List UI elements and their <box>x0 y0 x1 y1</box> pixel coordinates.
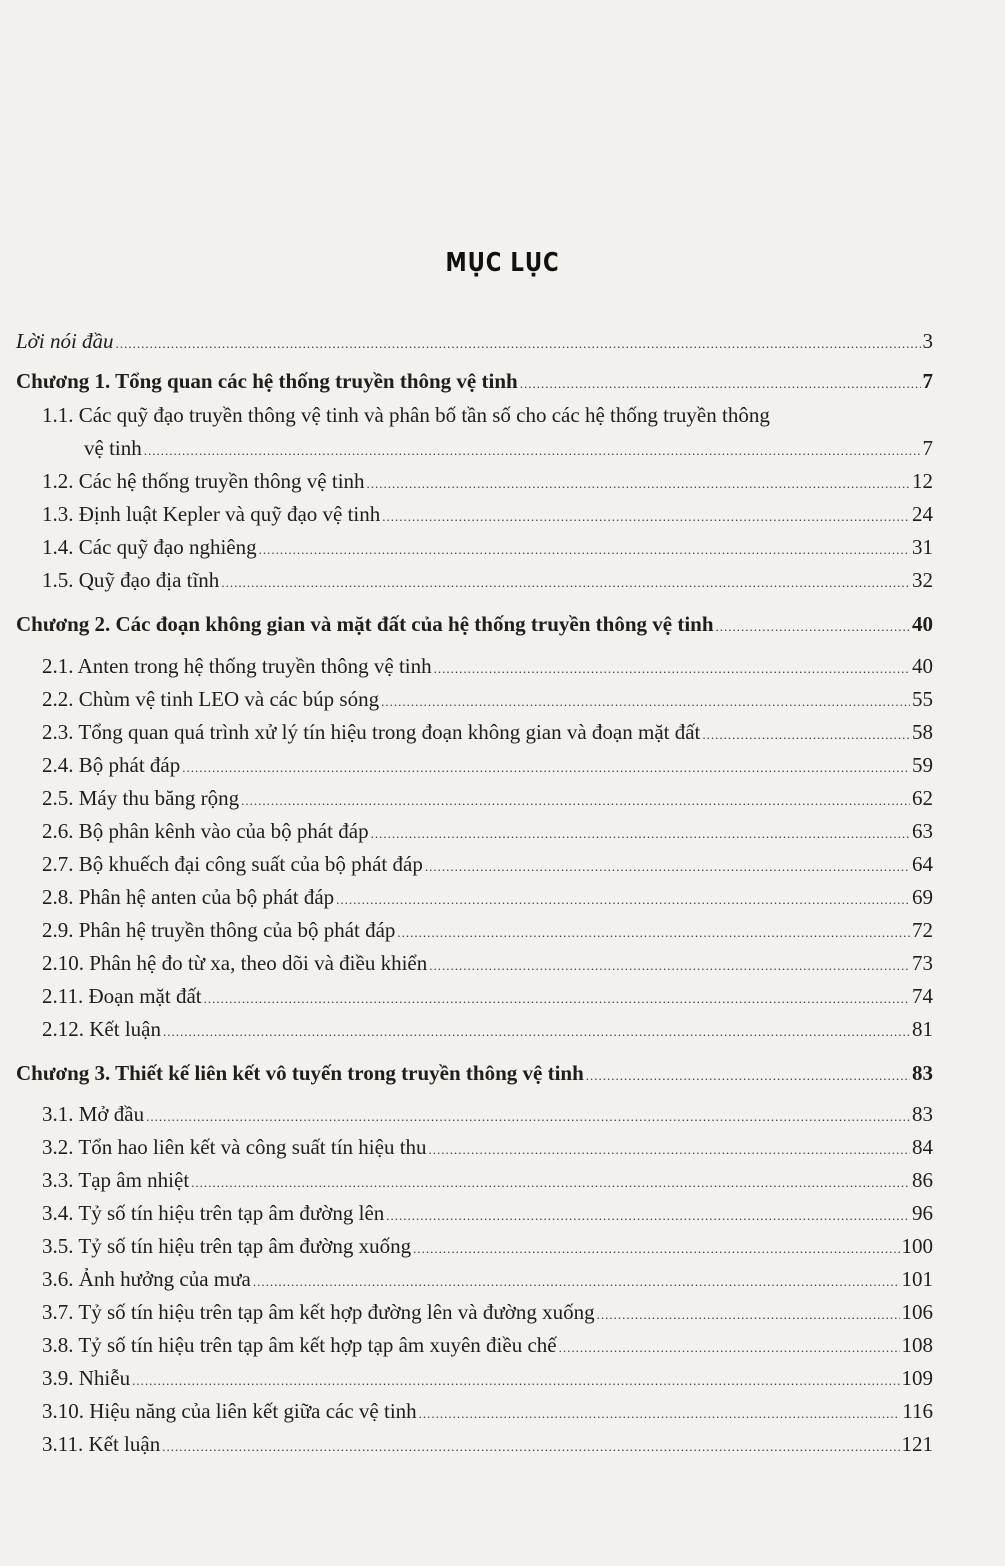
toc-page-number: 108 <box>901 1333 933 1357</box>
toc-page-number: 86 <box>912 1168 933 1192</box>
toc-label: 3.10. Hiệu năng của liên kết giữa các vệ tinh <box>42 1399 417 1423</box>
toc-page-number: 121 <box>901 1432 933 1456</box>
toc-entry-chapter-1[interactable] <box>16 366 933 399</box>
toc-label: 3.9. Nhiễu <box>42 1366 131 1390</box>
toc-page-number: 58 <box>912 720 933 744</box>
toc-label: 3.6. Ảnh hưởng của mưa <box>42 1267 251 1291</box>
toc-label: 1.5. Quỹ đạo địa tĩnh <box>42 568 220 592</box>
toc-entry-2-10[interactable] <box>42 948 933 981</box>
toc-label: 3.1. Mở đầu <box>42 1102 145 1126</box>
toc-entry-preface[interactable] <box>16 326 933 359</box>
leader-dots <box>253 1267 900 1297</box>
toc-entry-2-11[interactable] <box>42 981 933 1014</box>
toc-page-number: 83 <box>912 1102 933 1126</box>
toc-label: 3.5. Tỷ số tín hiệu trên tạp âm đường xuống <box>42 1234 412 1258</box>
toc-label: 3.7. Tỷ số tín hiệu trên tạp âm kết hợp đường lên và đường xuống <box>42 1300 595 1324</box>
toc-page-number: 72 <box>912 918 933 942</box>
toc-entry-1-1[interactable] <box>84 433 933 466</box>
toc-entry-3-8[interactable] <box>42 1330 933 1363</box>
toc-entry-2-8[interactable] <box>42 882 933 915</box>
toc-label: Chương 2. Các đoạn không gian và mặt đất của hệ thống truyền thông vệ tinh <box>16 612 714 636</box>
toc-page-number: 69 <box>912 885 933 909</box>
leader-dots <box>241 786 910 816</box>
toc-page-number: 59 <box>912 753 933 777</box>
toc-entry-2-12[interactable] <box>42 1014 933 1047</box>
toc-entry-3-2[interactable] <box>42 1132 933 1165</box>
leader-dots <box>425 852 910 882</box>
leader-dots <box>597 1300 900 1330</box>
toc-entry-2-9[interactable] <box>42 915 933 948</box>
toc-entry-2-3[interactable] <box>42 717 933 750</box>
page-title: MỤC LỤC <box>445 248 560 278</box>
toc-entry-3-6[interactable] <box>42 1264 933 1297</box>
toc-page-number: 116 <box>902 1399 933 1423</box>
leader-dots <box>163 1017 910 1047</box>
toc-page-number: 3 <box>922 329 933 353</box>
toc-page-number: 40 <box>912 654 933 678</box>
leader-dots <box>386 1201 910 1231</box>
toc-label: 3.3. Tạp âm nhiệt <box>42 1168 190 1192</box>
leader-dots <box>116 329 921 359</box>
leader-dots <box>702 720 910 750</box>
leader-dots <box>162 1432 899 1462</box>
toc-page-number: 40 <box>912 612 933 636</box>
toc-page-number: 96 <box>912 1201 933 1225</box>
toc-entry-3-7[interactable] <box>42 1297 933 1330</box>
toc-label: 3.11. Kết luận <box>42 1432 161 1456</box>
leader-dots <box>146 1102 910 1132</box>
toc-label: 2.1. Anten trong hệ thống truyền thông vệ tinh <box>42 654 432 678</box>
toc-page-number: 73 <box>912 951 933 975</box>
toc-entry-1-5[interactable] <box>42 565 933 598</box>
toc-entry-3-9[interactable] <box>42 1363 933 1396</box>
toc-entry-1-2[interactable] <box>42 466 933 499</box>
leader-dots <box>204 984 910 1014</box>
leader-dots <box>419 1399 901 1429</box>
toc-page-number: 109 <box>901 1366 933 1390</box>
leader-dots <box>520 369 921 399</box>
leader-dots <box>191 1168 910 1198</box>
leader-dots <box>434 654 910 684</box>
toc-page-number: 62 <box>912 786 933 810</box>
leader-dots <box>397 918 910 948</box>
leader-dots <box>144 436 921 466</box>
leader-dots <box>382 502 910 532</box>
leader-dots <box>381 687 910 717</box>
leader-dots <box>716 612 910 642</box>
toc-entry-2-4[interactable] <box>42 750 933 783</box>
toc-label: 3.4. Tỷ số tín hiệu trên tạp âm đường lên <box>42 1201 385 1225</box>
toc-page-number: 24 <box>912 502 933 526</box>
toc-entry-2-2[interactable] <box>42 684 933 717</box>
toc-entry-1-3[interactable] <box>42 499 933 532</box>
toc-page-number: 74 <box>912 984 933 1008</box>
leader-dots <box>336 885 910 915</box>
toc-page-number: 32 <box>912 568 933 592</box>
leader-dots <box>221 568 910 598</box>
toc-label: 2.11. Đoạn mặt đất <box>42 984 202 1008</box>
toc-label: Lời nói đầu <box>16 329 114 353</box>
toc-label: 2.2. Chùm vệ tinh LEO và các búp sóng <box>42 687 380 711</box>
toc-entry-chapter-2[interactable] <box>16 609 933 642</box>
leader-dots <box>367 469 910 499</box>
leader-dots <box>259 535 910 565</box>
toc-page-number: 12 <box>912 469 933 493</box>
toc-label: 2.10. Phân hệ đo từ xa, theo dõi và điều khiển <box>42 951 428 975</box>
leader-dots <box>371 819 910 849</box>
toc-label: 3.2. Tổn hao liên kết và công suất tín hiệu thu <box>42 1135 427 1159</box>
toc-page-number: 55 <box>912 687 933 711</box>
toc-page-number: 7 <box>922 369 933 393</box>
toc-entry-chapter-3[interactable] <box>16 1058 933 1091</box>
toc-label: 2.12. Kết luận <box>42 1017 161 1041</box>
toc-label: 2.9. Phân hệ truyền thông của bộ phát đáp <box>42 918 396 942</box>
toc-page-number: 101 <box>901 1267 933 1291</box>
toc-page-number: 106 <box>901 1300 933 1324</box>
toc-entry-2-7[interactable] <box>42 849 933 882</box>
toc-entry-1-1-line1[interactable]: 1.1. Các quỹ đạo truyền thông vệ tinh và phân bố tần số cho các hệ thống truyền thông <box>42 403 770 427</box>
toc-label: Chương 3. Thiết kế liên kết vô tuyến trong truyền thông vệ tinh <box>16 1061 584 1085</box>
toc-entry-2-1[interactable] <box>42 651 933 684</box>
leader-dots <box>413 1234 899 1264</box>
toc-label: 2.7. Bộ khuếch đại công suất của bộ phát đáp <box>42 852 423 876</box>
leader-dots <box>132 1366 899 1396</box>
toc-page-number: 100 <box>901 1234 933 1258</box>
toc-label: 2.3. Tổng quan quá trình xử lý tín hiệu trong đoạn không gian và đoạn mặt đất <box>42 720 701 744</box>
leader-dots <box>586 1061 910 1091</box>
toc-label: 2.8. Phân hệ anten của bộ phát đáp <box>42 885 335 909</box>
toc-entry-2-5[interactable] <box>42 783 933 816</box>
toc-entry-3-1[interactable] <box>42 1099 933 1132</box>
toc-page-number: 63 <box>912 819 933 843</box>
toc-page-number: 83 <box>912 1061 933 1085</box>
toc-label: Chương 1. Tổng quan các hệ thống truyền thông vệ tinh <box>16 369 518 393</box>
toc-label: 2.5. Máy thu băng rộng <box>42 786 240 810</box>
leader-dots <box>559 1333 900 1363</box>
toc-label: vệ tinh <box>84 436 142 460</box>
toc-label: 3.8. Tỷ số tín hiệu trên tạp âm kết hợp tạp âm xuyên điều chế <box>42 1333 557 1357</box>
leader-dots <box>429 1135 910 1165</box>
toc-label: 2.6. Bộ phân kênh vào của bộ phát đáp <box>42 819 369 843</box>
toc-page-number: 31 <box>912 535 933 559</box>
toc-entry-3-3[interactable] <box>42 1165 933 1198</box>
toc-label: 1.2. Các hệ thống truyền thông vệ tinh <box>42 469 365 493</box>
toc-entry-2-6[interactable] <box>42 816 933 849</box>
toc-page-number: 7 <box>922 436 933 460</box>
toc-label: 1.3. Định luật Kepler và quỹ đạo vệ tinh <box>42 502 381 526</box>
toc-page-number: 84 <box>912 1135 933 1159</box>
toc-label: 2.4. Bộ phát đáp <box>42 753 181 777</box>
toc-label: 1.4. Các quỹ đạo nghiêng <box>42 535 257 559</box>
toc-page-number: 64 <box>912 852 933 876</box>
toc-entry-3-5[interactable] <box>42 1231 933 1264</box>
toc-page-number: 81 <box>912 1017 933 1041</box>
toc-entry-3-10[interactable] <box>42 1396 933 1429</box>
leader-dots <box>182 753 910 783</box>
leader-dots <box>429 951 910 981</box>
toc-entry-3-11[interactable] <box>42 1429 933 1462</box>
toc-entry-3-4[interactable] <box>42 1198 933 1231</box>
toc-entry-1-4[interactable] <box>42 532 933 565</box>
